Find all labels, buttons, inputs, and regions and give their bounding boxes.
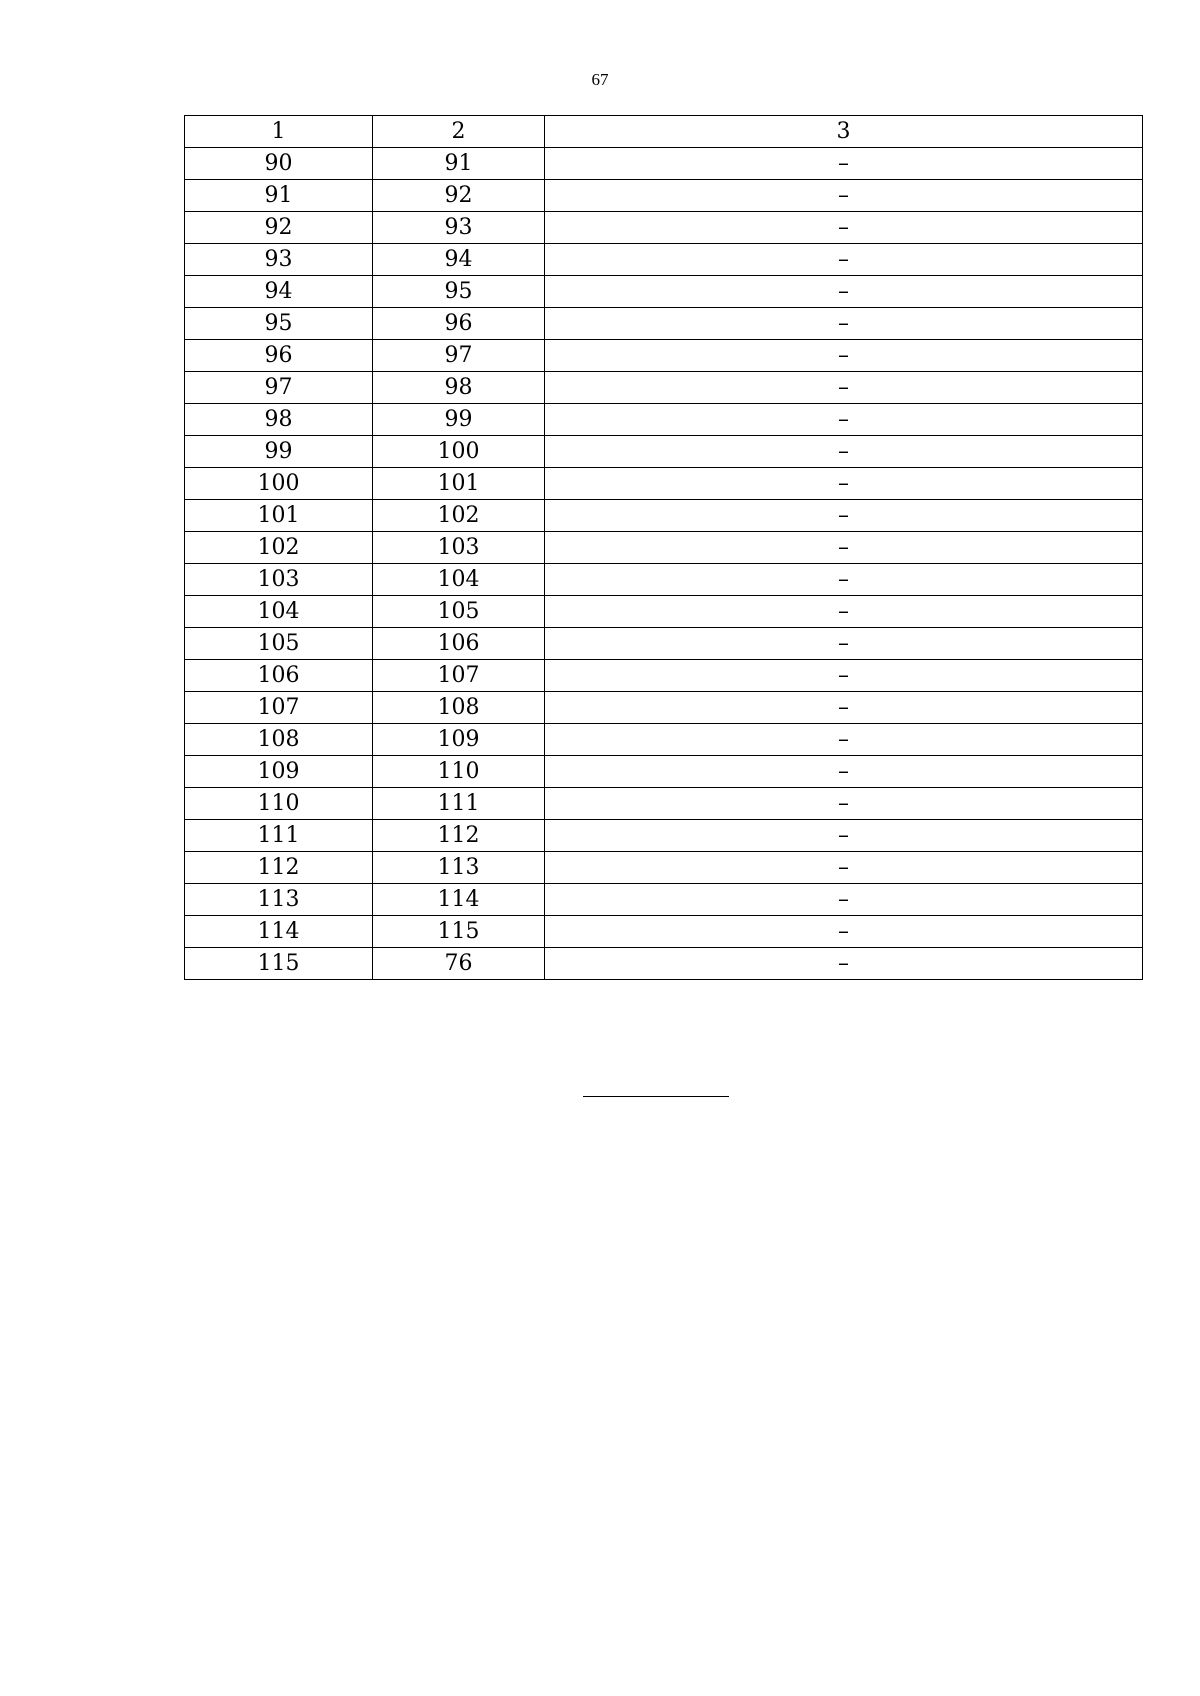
table-row	[185, 308, 1143, 340]
table-cell-col3: –	[545, 212, 1143, 244]
table-cell-col2: 100	[373, 436, 545, 468]
table-row	[185, 532, 1143, 564]
table-cell-col2: 108	[373, 692, 545, 724]
table-row	[185, 340, 1143, 372]
table-cell-col1: 114	[185, 916, 373, 948]
table-cell-col1: 90	[185, 148, 373, 180]
table-cell-col1: 96	[185, 340, 373, 372]
table-row	[185, 372, 1143, 404]
table-row	[185, 660, 1143, 692]
table-cell-col3: –	[545, 244, 1143, 276]
header-row	[185, 116, 1143, 148]
table-row	[185, 820, 1143, 852]
table-cell-col1: 103	[185, 564, 373, 596]
table-cell-col1: 107	[185, 692, 373, 724]
table-cell-col2: 91	[373, 148, 545, 180]
table-cell-col1: 97	[185, 372, 373, 404]
table-cell-col1: 101	[185, 500, 373, 532]
table-row	[185, 948, 1143, 980]
table-cell-col2: 106	[373, 628, 545, 660]
table-cell-col1: 109	[185, 756, 373, 788]
table-cell-col3: –	[545, 532, 1143, 564]
table-cell-col3: –	[545, 884, 1143, 916]
table-body	[185, 148, 1143, 980]
table-row	[185, 148, 1143, 180]
table-cell-col3: –	[545, 372, 1143, 404]
table-cell-col3: –	[545, 340, 1143, 372]
column-header-3: 3	[545, 116, 1143, 148]
table-cell-col3: –	[545, 948, 1143, 980]
table-row	[185, 500, 1143, 532]
table-cell-col2: 110	[373, 756, 545, 788]
table-cell-col1: 112	[185, 852, 373, 884]
table-cell-col2: 114	[373, 884, 545, 916]
table-row	[185, 436, 1143, 468]
table-row	[185, 852, 1143, 884]
table-cell-col3: –	[545, 852, 1143, 884]
table-cell-col2: 92	[373, 180, 545, 212]
table-cell-col2: 102	[373, 500, 545, 532]
end-rule	[583, 1096, 729, 1097]
table-cell-col2: 96	[373, 308, 545, 340]
table-cell-col1: 102	[185, 532, 373, 564]
table-row	[185, 244, 1143, 276]
table-cell-col2: 111	[373, 788, 545, 820]
table-cell-col3: –	[545, 564, 1143, 596]
table-cell-col1: 104	[185, 596, 373, 628]
table-row	[185, 724, 1143, 756]
table-cell-col1: 99	[185, 436, 373, 468]
column-header-1: 1	[185, 116, 373, 148]
table-cell-col2: 115	[373, 916, 545, 948]
table-row	[185, 756, 1143, 788]
table-cell-col1: 108	[185, 724, 373, 756]
table-cell-col1: 105	[185, 628, 373, 660]
table-cell-col3: –	[545, 148, 1143, 180]
table-cell-col2: 113	[373, 852, 545, 884]
table-cell-col3: –	[545, 724, 1143, 756]
table-cell-col2: 101	[373, 468, 545, 500]
table-row	[185, 180, 1143, 212]
table-cell-col3: –	[545, 436, 1143, 468]
table-cell-col3: –	[545, 500, 1143, 532]
table-cell-col1: 110	[185, 788, 373, 820]
table-row	[185, 916, 1143, 948]
table-cell-col2: 76	[373, 948, 545, 980]
table-row	[185, 404, 1143, 436]
table-cell-col2: 99	[373, 404, 545, 436]
data-table	[184, 115, 1143, 980]
table-row	[185, 212, 1143, 244]
table-cell-col1: 106	[185, 660, 373, 692]
table-cell-col2: 97	[373, 340, 545, 372]
table-row	[185, 628, 1143, 660]
table-cell-col1: 95	[185, 308, 373, 340]
table-cell-col3: –	[545, 820, 1143, 852]
table-cell-col3: –	[545, 788, 1143, 820]
table-cell-col1: 91	[185, 180, 373, 212]
table-cell-col2: 93	[373, 212, 545, 244]
page-number: 67	[591, 70, 609, 89]
table-cell-col2: 105	[373, 596, 545, 628]
table-cell-col3: –	[545, 180, 1143, 212]
table-cell-col1: 94	[185, 276, 373, 308]
table-cell-col1: 92	[185, 212, 373, 244]
table-cell-col2: 95	[373, 276, 545, 308]
table-cell-col3: –	[545, 308, 1143, 340]
table-cell-col3: –	[545, 660, 1143, 692]
table-cell-col3: –	[545, 404, 1143, 436]
table-cell-col3: –	[545, 916, 1143, 948]
table-row	[185, 884, 1143, 916]
table-cell-col2: 104	[373, 564, 545, 596]
table-cell-col3: –	[545, 756, 1143, 788]
column-header-2: 2	[373, 116, 545, 148]
table-cell-col3: –	[545, 628, 1143, 660]
table-cell-col3: –	[545, 468, 1143, 500]
table-cell-col2: 103	[373, 532, 545, 564]
table-row	[185, 564, 1143, 596]
table-cell-col2: 94	[373, 244, 545, 276]
table-row	[185, 788, 1143, 820]
table-row	[185, 692, 1143, 724]
table-cell-col3: –	[545, 692, 1143, 724]
table-cell-col2: 107	[373, 660, 545, 692]
table-row	[185, 468, 1143, 500]
table-cell-col2: 109	[373, 724, 545, 756]
table-cell-col1: 100	[185, 468, 373, 500]
table-row	[185, 596, 1143, 628]
table-cell-col3: –	[545, 596, 1143, 628]
table-cell-col2: 98	[373, 372, 545, 404]
table-cell-col1: 115	[185, 948, 373, 980]
table-cell-col1: 111	[185, 820, 373, 852]
table-row	[185, 276, 1143, 308]
table-cell-col1: 93	[185, 244, 373, 276]
table-cell-col2: 112	[373, 820, 545, 852]
table-cell-col1: 113	[185, 884, 373, 916]
table-cell-col3: –	[545, 276, 1143, 308]
table-cell-col1: 98	[185, 404, 373, 436]
